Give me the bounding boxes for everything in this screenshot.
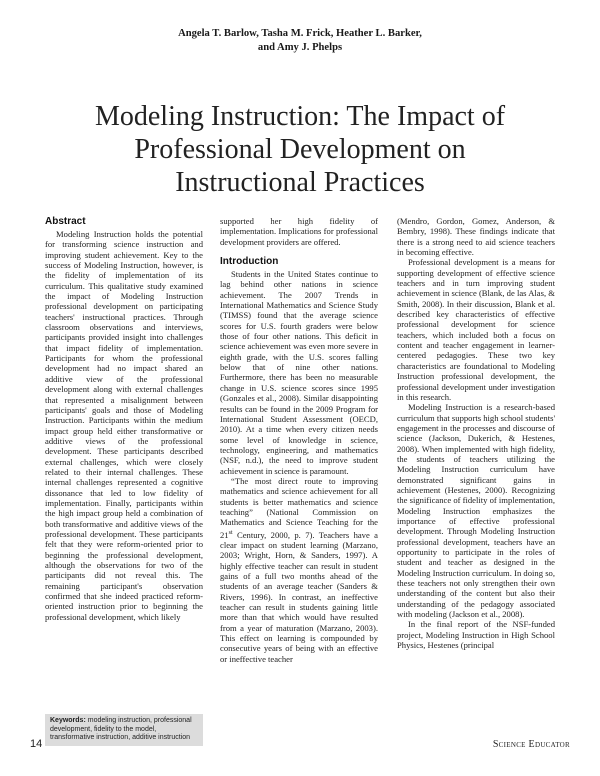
intro-p2-continued: (Mendro, Gordon, Gomez, Anderson, & Bembry, 1998). These findings indicate that there is a strong need to aid science teachers in becoming effective. (397, 216, 555, 258)
intro-paragraph-5: In the final report of the NSF-funded project, Modeling Instruction in High School Physics, Hestenes (principal (397, 619, 555, 651)
authors-line-1: Angela T. Barlow, Tasha M. Frick, Heather L. Barker, (178, 28, 422, 39)
title-line-2: Professional Development on (134, 134, 466, 165)
column-2 (220, 216, 378, 664)
intro-p2-text-a: “The most direct route to improving mathematics and science achievement for all students is better mathematics and science teaching” (National Commission on Mathematics and Science Teaching for the 21 (220, 475, 378, 540)
authors-line-2: and Amy J. Phelps (257, 42, 343, 53)
page-number: 14 (30, 738, 43, 750)
article-title (40, 100, 560, 199)
keywords-label: Keywords: (50, 717, 86, 724)
keywords-box (45, 714, 203, 746)
abstract-text: Modeling Instruction holds the potential for transforming science instruction and improving student achievement. Key to the success of Modeling Instruction, however, is the fidelity of implementation of its curriculum. This qualitative study examined the impact of Modeling Instruction professional development on participating teachers' instructional practices. Through classroom observations and interviews, participants provided insight into challenges that impact fidelity of implementation. Participants for whom the professional development had no impact shared an additive view of the professional development along with external challenges that represented a misalignment between participants' goals and those of Modeling Instruction. Participants within the medium impact group held either transformative or additive views of the professional development. These participants described external challenges, which were closely related to their internal challenges. These internal challenges represented a cognitive dissonance that led to low fidelity of implementation. Finally, participants within the high impact group held a combination of both transformative and additive views of the professional development. These participants felt that they were reform-oriented prior to beginning the professional development, although the observations for two of the participants did not reveal this. The remaining participant's observation confirmed that she indeed practiced reform-oriented instruction prior to beginning the professional development, which likely (45, 229, 203, 622)
column-1 (45, 216, 203, 622)
title-line-3: Instructional Practices (175, 167, 425, 198)
intro-paragraph-1: Students in the United States continue to lag behind other nations in science achievement. The 2007 Trends in International Mathematics and Science Study (TIMSS) found that the average science scores for U.S. fourth graders were below those of four other nations. This deficit in science achievement was even more severe in eighth grade, with the U.S. scores falling below that of nine other nations. Furthermore, there has been no measurable change in U.S. science scores since 1995 (Gonzales et al., 2008). Similar disappointing results can be found in the 2009 Program for International Student Assessment (OECD, 2010). At a time when every citizen needs some level of knowledge in science, technology, engineering, and mathematics (NSF, n.d.), the need to improve student achievement in science is paramount. (220, 269, 378, 476)
introduction-heading: Introduction (220, 256, 279, 268)
author-byline (150, 27, 450, 55)
column-3 (397, 216, 555, 650)
intro-p2-text-b: Century, 2000, p. 7). Teachers have a clear impact on student learning (Marzano, 2003; Wright, Horn, & Sanders, 1997). A highly effective teacher can result in student gains of a full two months ahead of the students of an average teacher (Sanders & Rivers, 1996). In contrast, an ineffective teacher can result in students gaining little more than that which would have resulted from a year of maturation (Marzano, 2003). This effect on learning is compounded by consecutive years of being with an effective or ineffective teacher (220, 529, 378, 664)
ordinal-superscript: st (228, 529, 233, 536)
keywords-text: modeling instruction, professional development, fidelity to the model, transformative instruction, additive instruction (50, 717, 192, 742)
intro-paragraph-4: Modeling Instruction is a research-based curriculum that supports high school students' engagement in the processes and discourse of science (Jackson, Dukerich, & Hestenes, 2008). When implemented with high fidelity, the students of teachers utilizing the Modeling Instruction curriculum have demonstrated significant gains in achievement (Hestenes, 2000). Recognizing the significance of fidelity of implementation, Modeling Instruction emphasizes the importance of effective professional development. Through Modeling Instruction professional development, teachers have an opportunity to participate in the roles of student and teacher as designed in the Modeling Instruction curriculum. In doing so, these teachers not only strengthen their own understanding of the content but also their understanding of the pedagogy associated with modeling (Jackson et al., 2008). (397, 402, 555, 620)
journal-name: Science Educator (492, 739, 570, 750)
abstract-continued: supported her high fidelity of implementation. Implications for professional development providers are offered. (220, 216, 378, 247)
intro-paragraph-2 (220, 476, 378, 664)
intro-paragraph-3: Professional development is a means for supporting development of effective science teachers and in turn improving student achievement in science (Blank, de las Alas, & Smith, 2008). In their discussion, Blank et al. described key characteristics of effective professional development for science teachers, which included both a focus on content and teacher engagement in learner-centered pedagogies. These two key characteristics are foundational to Modeling Instruction professional development, the professional development under investigation in this research. (397, 257, 555, 402)
title-line-1: Modeling Instruction: The Impact of (94, 101, 506, 132)
abstract-heading: Abstract (45, 216, 86, 227)
